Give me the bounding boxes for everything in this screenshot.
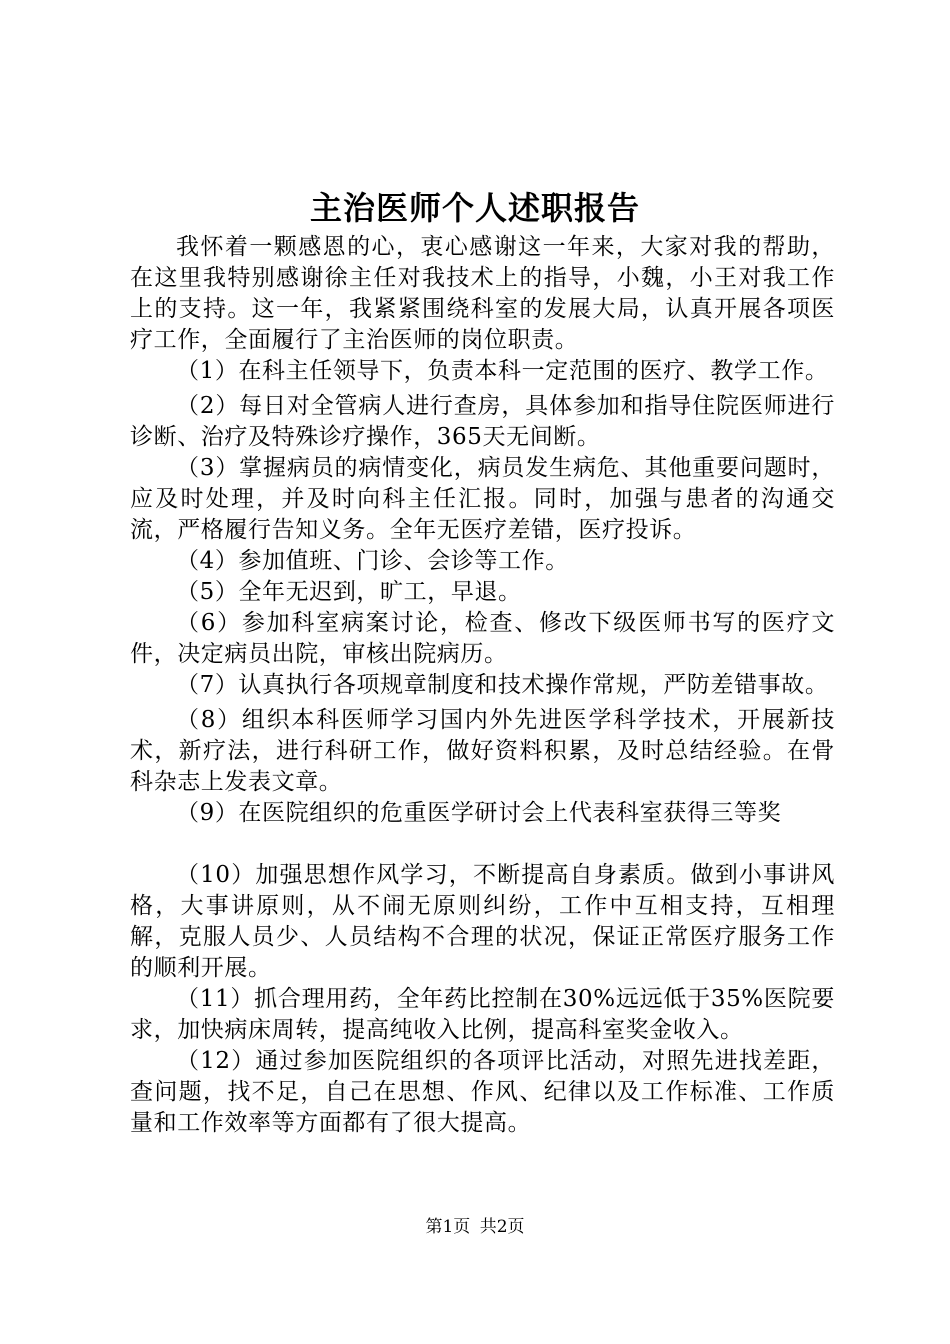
duty-item-5: （5）全年无迟到，旷工，早退。 bbox=[176, 579, 522, 605]
duty-item-9: （9）在医院组织的危重医学研讨会上代表科室获得三等奖 bbox=[176, 800, 782, 826]
page-footer bbox=[0, 1215, 950, 1239]
duty-item-3: （3）掌握病员的病情变化，病员发生病危、其他重要问题时，应及时处理，并及时向科主任汇报。同时，加强与患者的沟通交流，严格履行告知义务。全年无医疗差错，医疗投诉。 bbox=[130, 455, 835, 543]
duty-item-7: （7）认真执行各项规章制度和技术操作常规，严防差错事故。 bbox=[176, 672, 829, 698]
document-body bbox=[130, 232, 835, 1139]
duty-item-8: （8）组织本科医师学习国内外先进医学科学技术，开展新技术，新疗法，进行科研工作，做好资料积累，及时总结经验。在骨科杂志上发表文章。 bbox=[130, 707, 835, 795]
page-number-total: 共2页 bbox=[479, 1217, 525, 1237]
duty-item-12: （12）通过参加医院组织的各项评比活动，对照先进找差距，查问题，找不足，自己在思想、作风、纪律以及工作标准、工作质量和工作效率等方面都有了很大提高。 bbox=[130, 1048, 835, 1136]
duty-item-4: （4）参加值班、门诊、会诊等工作。 bbox=[176, 548, 569, 574]
duty-item-1: （1）在科主任领导下，负责本科一定范围的医疗、教学工作。 bbox=[176, 358, 829, 384]
duty-item-11: （11）抓合理用药，全年药比控制在30%远远低于35%医院要求，加快病床周转，提高纯收入比例，提高科室奖金收入。 bbox=[130, 986, 835, 1043]
duty-item-6: （6）参加科室病案讨论，检查、修改下级医师书写的医疗文件，决定病员出院，审核出院病历。 bbox=[130, 610, 835, 667]
duty-item-10: （10）加强思想作风学习，不断提高自身素质。做到小事讲风格，大事讲原则，从不闹无原则纠纷，工作中互相支持，互相理解，克服人员少、人员结构不合理的状况，保证正常医疗服务工作的顺利开展。 bbox=[130, 862, 835, 981]
document-title: 主治医师个人述职报告 bbox=[309, 189, 640, 227]
page-number-current: 第1页 bbox=[425, 1217, 471, 1237]
intro-paragraph: 我怀着一颗感恩的心，衷心感谢这一年来，大家对我的帮助，在这里我特别感谢徐主任对我技术上的指导，小魏，小王对我工作上的支持。这一年，我紧紧围绕科室的发展大局，认真开展各项医疗工作，全面履行了主治医师的岗位职责。 bbox=[130, 234, 835, 353]
duty-item-2: （2）每日对全管病人进行查房，具体参加和指导住院医师进行诊断、治疗及特殊诊疗操作，365天无间断。 bbox=[130, 393, 835, 450]
